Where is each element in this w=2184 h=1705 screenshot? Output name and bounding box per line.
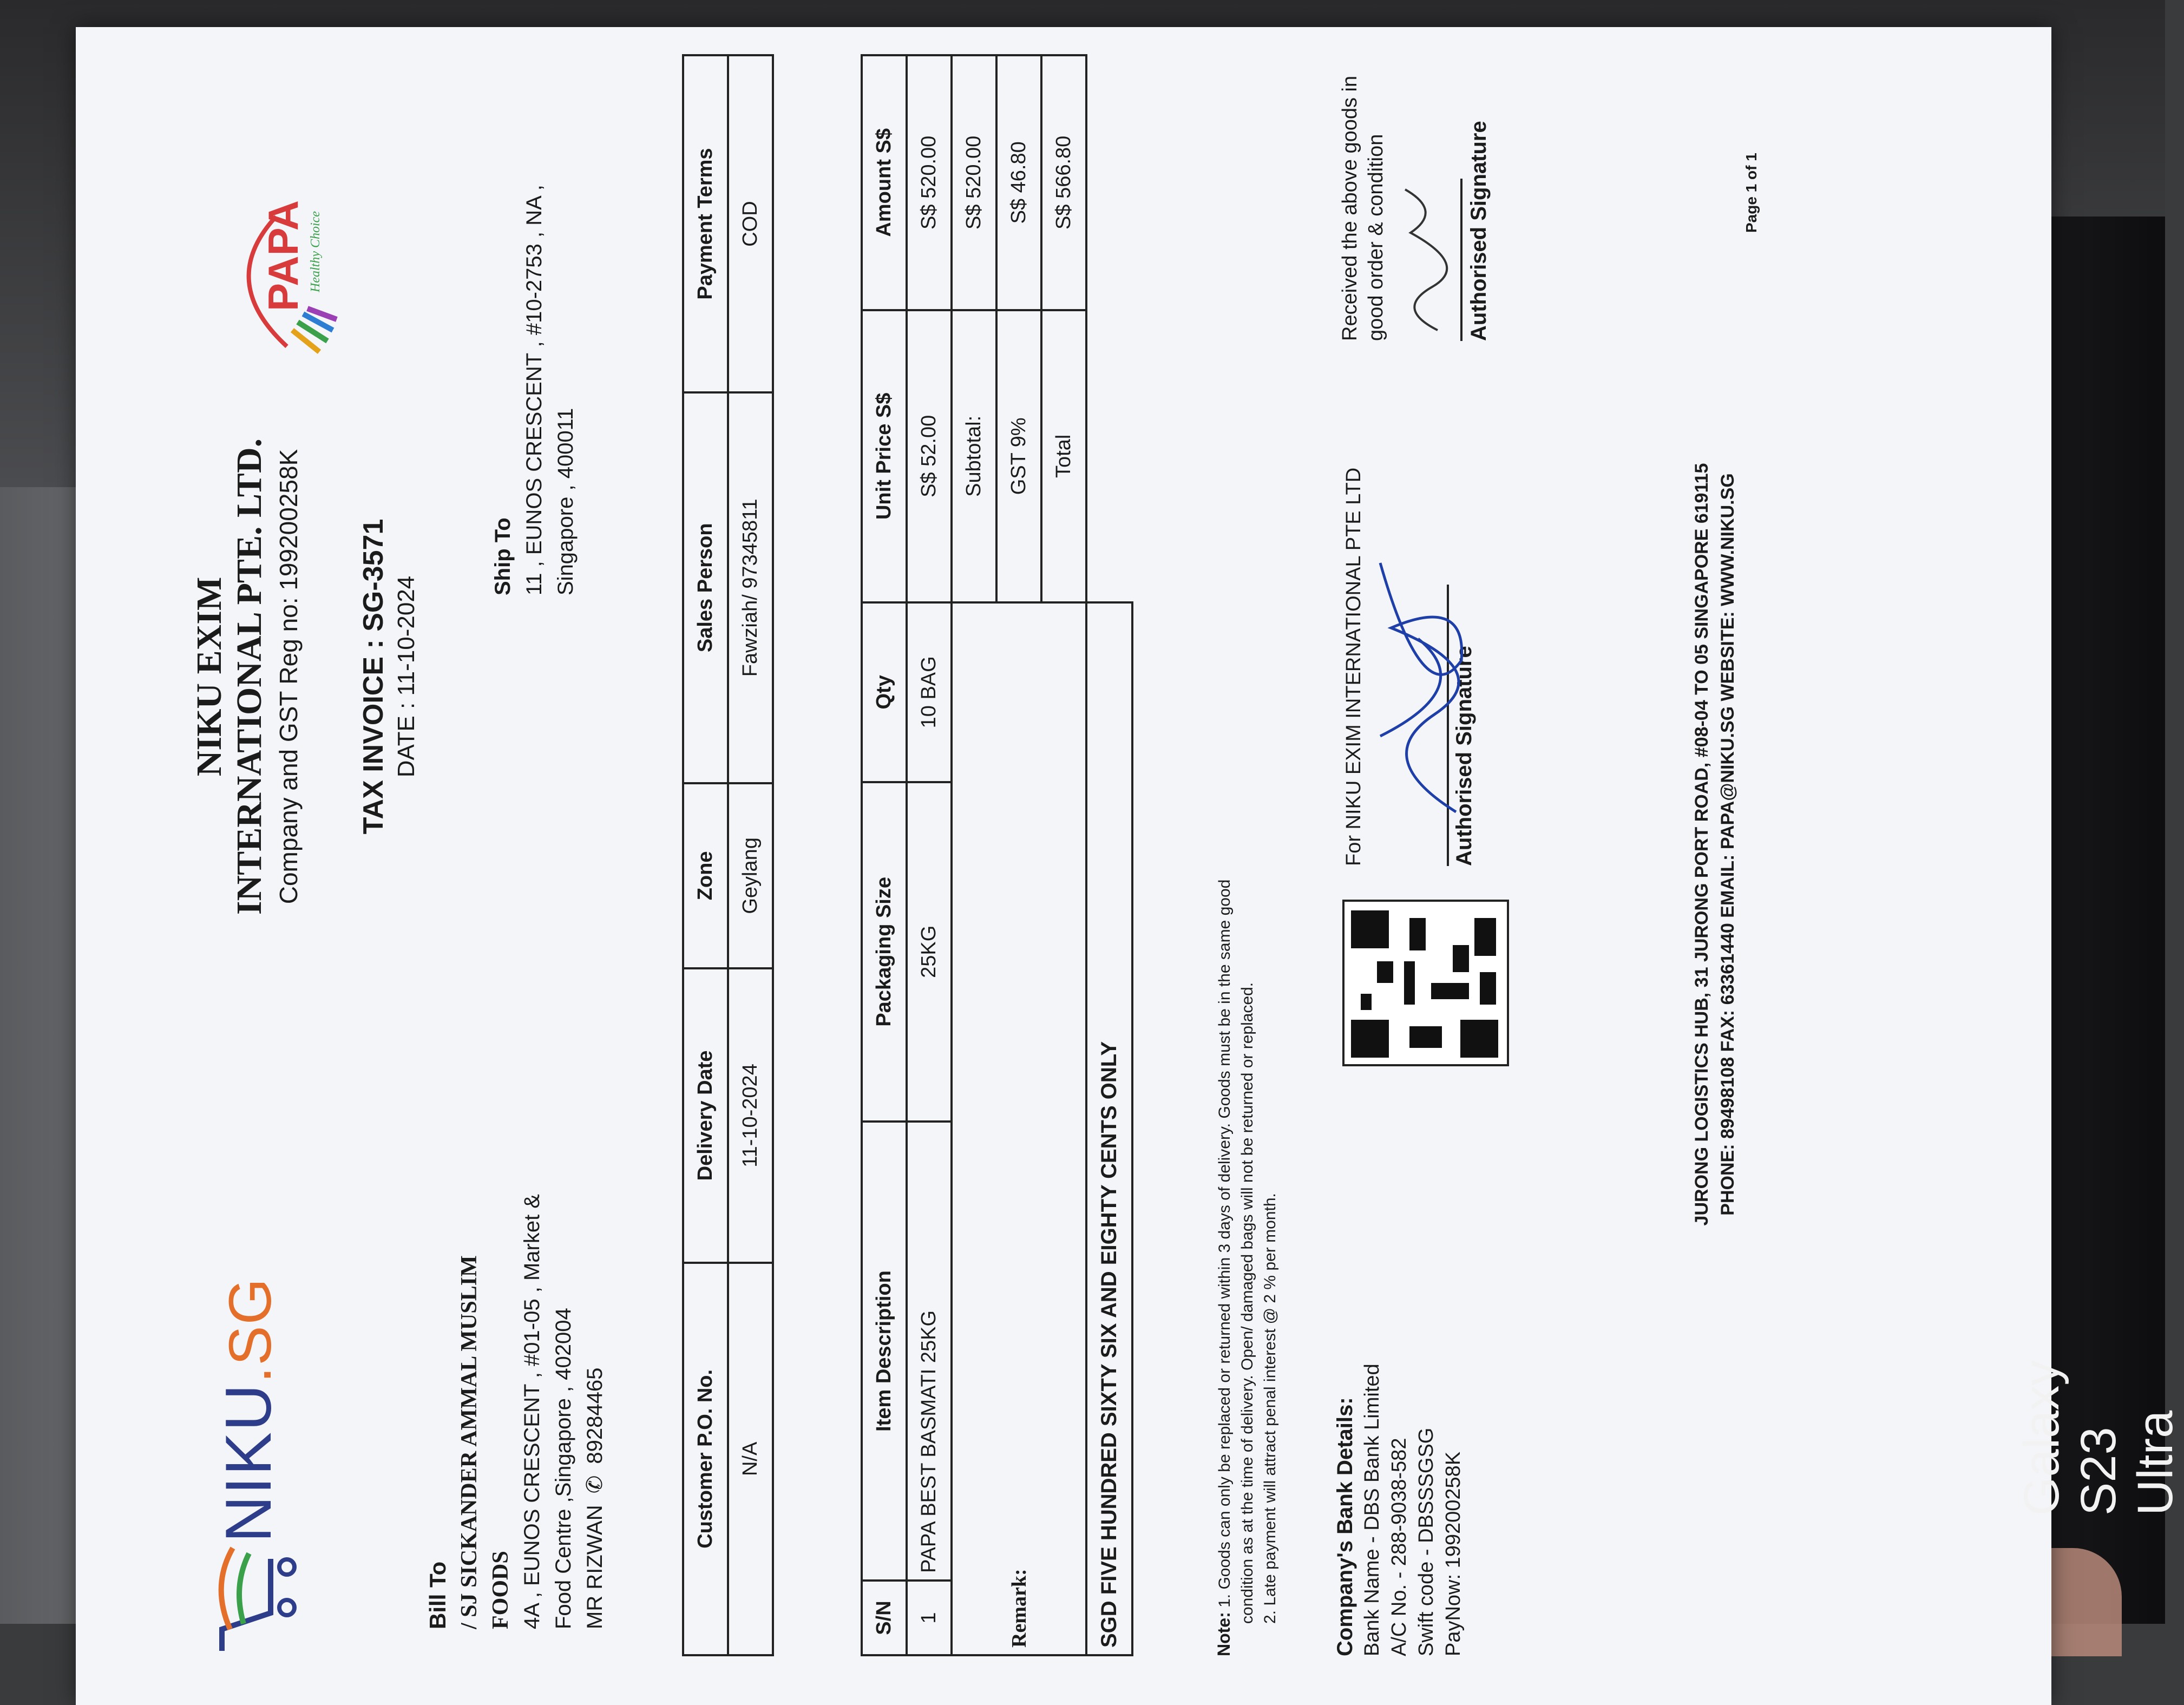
qr-module bbox=[1480, 972, 1496, 1005]
qr-module bbox=[1361, 994, 1372, 1010]
subtotal-label: Subtotal: bbox=[952, 310, 996, 602]
note-line2: condition as at the time of delivery. Open/ damaged bags will not be returned or replaced. bbox=[1238, 982, 1256, 1624]
qr-module bbox=[1474, 918, 1496, 956]
signature-line-right bbox=[1460, 179, 1462, 341]
receiver-handwritten-signature bbox=[1389, 179, 1454, 341]
ship-to-address-line1: 11 , EUNOS CRESCENT , #10-2753 , NA , bbox=[522, 185, 546, 595]
note-line1: 1. Goods can only be replaced or returned within 3 days of delivery. Goods must be in the same good bbox=[1216, 879, 1234, 1608]
qr-module bbox=[1409, 918, 1426, 950]
header-qty: Qty bbox=[862, 602, 907, 782]
company-block bbox=[189, 325, 303, 1028]
authorised-signature-right: Authorised Signature bbox=[1467, 121, 1491, 341]
items-table bbox=[861, 54, 1133, 1656]
page-number: Page 1 of 1 bbox=[1743, 153, 1760, 233]
invoice-title: TAX INVOICE : SG-3571 bbox=[358, 519, 389, 835]
item-sn: 1 bbox=[907, 1581, 952, 1655]
ship-to-label: Ship To bbox=[491, 517, 515, 595]
payment-terms: COD bbox=[728, 55, 773, 392]
header-delivery-date: Delivery Date bbox=[683, 968, 728, 1262]
gst-value: S$ 46.80 bbox=[996, 55, 1041, 310]
company-name-line2: INTERNATIONAL PTE. LTD. bbox=[229, 438, 269, 915]
ship-to-address-line2: Singapore , 400011 bbox=[554, 408, 578, 595]
handwritten-signature bbox=[1359, 541, 1483, 823]
header-item-description: Item Description bbox=[862, 1122, 907, 1581]
papa-logo bbox=[211, 200, 352, 363]
header-amount: Amount S$ bbox=[862, 55, 907, 310]
table-row bbox=[907, 55, 952, 1655]
sales-person: Fawziah/ 97345811 bbox=[728, 392, 773, 783]
item-amount: S$ 520.00 bbox=[907, 55, 952, 310]
svg-text:Healthy Choice: Healthy Choice bbox=[309, 211, 323, 292]
bill-to-contact: MR RIZWAN bbox=[583, 1505, 607, 1629]
header-zone: Zone bbox=[683, 783, 728, 969]
qr-module bbox=[1404, 961, 1415, 1005]
amount-words-blank bbox=[1086, 55, 1132, 602]
bill-to-name-line1: / SJ SICKANDER AMMAL MUSLIM bbox=[457, 1255, 482, 1629]
bank-paynow: PayNow: 199200258K bbox=[1442, 1451, 1465, 1656]
bill-to-address-line1: 4A , EUNOS CRESCENT , #01-05 , Market & bbox=[520, 1194, 544, 1629]
order-details-table bbox=[682, 54, 774, 1656]
niku-logo bbox=[195, 1120, 303, 1662]
cart-icon bbox=[200, 1537, 303, 1662]
header-customer-po: Customer P.O. No. bbox=[683, 1263, 728, 1655]
header-unit-price: Unit Price S$ bbox=[862, 310, 907, 602]
phone-icon: ✆ bbox=[583, 1475, 607, 1494]
bank-swift: Swift code - DBSSSGSG bbox=[1415, 1427, 1438, 1656]
authorised-signature-left: Authorised Signature bbox=[1452, 646, 1476, 866]
bank-account: A/C No. - 288-9038-582 bbox=[1388, 1438, 1411, 1656]
customer-po: N/A bbox=[728, 1263, 773, 1655]
company-signature-block bbox=[1342, 433, 1477, 866]
items-header-row bbox=[862, 55, 907, 1655]
qr-module bbox=[1409, 1026, 1442, 1048]
company-name-line1: NIKU EXIM bbox=[189, 576, 229, 777]
note-line3: 2. Late payment will attract penal interest @ 2 % per month. bbox=[1261, 1193, 1279, 1624]
item-description: PAPA BEST BASMATI 25KG bbox=[907, 1122, 952, 1581]
invoice-date: DATE : 11-10-2024 bbox=[393, 575, 419, 778]
qr-finder-top-right bbox=[1351, 910, 1389, 948]
for-company-label: For NIKU EXIM INTERNATIONAL PTE LTD bbox=[1342, 467, 1365, 866]
amount-words-row bbox=[1086, 55, 1132, 1655]
bill-to-contact-row bbox=[579, 991, 611, 1629]
qr-module bbox=[1377, 961, 1393, 983]
qr-finder-top-left bbox=[1351, 1020, 1389, 1058]
bill-to-address-line2: Food Centre ,Singapore , 402004 bbox=[552, 1308, 575, 1629]
niku-logo-text: NIKU.SG bbox=[212, 1277, 285, 1543]
qr-finder-bottom-left bbox=[1460, 1020, 1498, 1058]
header-sn: S/N bbox=[862, 1581, 907, 1655]
bank-name: Bank Name - DBS Bank Limited bbox=[1361, 1363, 1383, 1656]
bill-to-name-line2: FOODS bbox=[488, 1551, 513, 1629]
qr-module bbox=[1453, 945, 1469, 972]
bill-to-block bbox=[422, 991, 611, 1629]
order-header-row bbox=[683, 55, 728, 1655]
ship-to-block bbox=[487, 54, 581, 595]
subtotal-row bbox=[952, 55, 996, 1655]
item-packaging-size: 25KG bbox=[907, 782, 952, 1122]
notes-label: Note: bbox=[1214, 1612, 1234, 1656]
header-packaging-size: Packaging Size bbox=[862, 782, 907, 1122]
notes-block bbox=[1212, 357, 1282, 1656]
received-line2: good order & condition bbox=[1365, 134, 1387, 341]
papa-logo-icon bbox=[211, 200, 352, 363]
svg-text:PAPA: PAPA bbox=[259, 200, 307, 311]
subtotal-value: S$ 520.00 bbox=[952, 55, 996, 310]
total-label: Total bbox=[1041, 310, 1086, 602]
paynow-qr-code bbox=[1342, 900, 1509, 1066]
camera-watermark: Galaxy S23 Ultra bbox=[2014, 1360, 2183, 1516]
header-payment-terms: Payment Terms bbox=[683, 55, 728, 392]
order-value-row bbox=[728, 55, 773, 1655]
item-qty: 10 BAG bbox=[907, 602, 952, 782]
received-line1: Received the above goods in bbox=[1339, 75, 1361, 341]
header-sales-person: Sales Person bbox=[683, 392, 728, 783]
receiver-signature-block bbox=[1337, 38, 1492, 341]
company-reg: Company and GST Reg no: 199200258K bbox=[274, 449, 303, 904]
invoice-sheet bbox=[76, 27, 2051, 1705]
bill-to-phone: 89284465 bbox=[583, 1367, 607, 1464]
delivery-date: 11-10-2024 bbox=[728, 968, 773, 1262]
bank-details bbox=[1332, 1169, 1467, 1656]
total-value: S$ 566.80 bbox=[1041, 55, 1086, 310]
zone: Geylang bbox=[728, 783, 773, 969]
qr-module bbox=[1431, 983, 1469, 999]
invoice-title-block bbox=[357, 325, 420, 1028]
footer-address: JURONG LOGISTICS HUB, 31 JURONG PORT ROAD, #08-04 TO 05 SINGAPORE 619115 bbox=[1691, 463, 1712, 1226]
amount-in-words: SGD FIVE HUNDRED SIXTY SIX AND EIGHTY CENTS ONLY bbox=[1086, 602, 1132, 1655]
footer bbox=[1689, 60, 1741, 1629]
item-unit-price: S$ 52.00 bbox=[907, 310, 952, 602]
bill-to-label: Bill To bbox=[425, 1561, 450, 1629]
remark-label: Remark: bbox=[952, 602, 1086, 1655]
footer-contacts: PHONE: 89498108 FAX: 63361440 EMAIL: PAPA@NIKU.SG WEBSITE: WWW.NIKU.SG bbox=[1717, 473, 1738, 1216]
bank-details-label: Company's Bank Details: bbox=[1333, 1397, 1357, 1656]
gst-label: GST 9% bbox=[996, 310, 1041, 602]
